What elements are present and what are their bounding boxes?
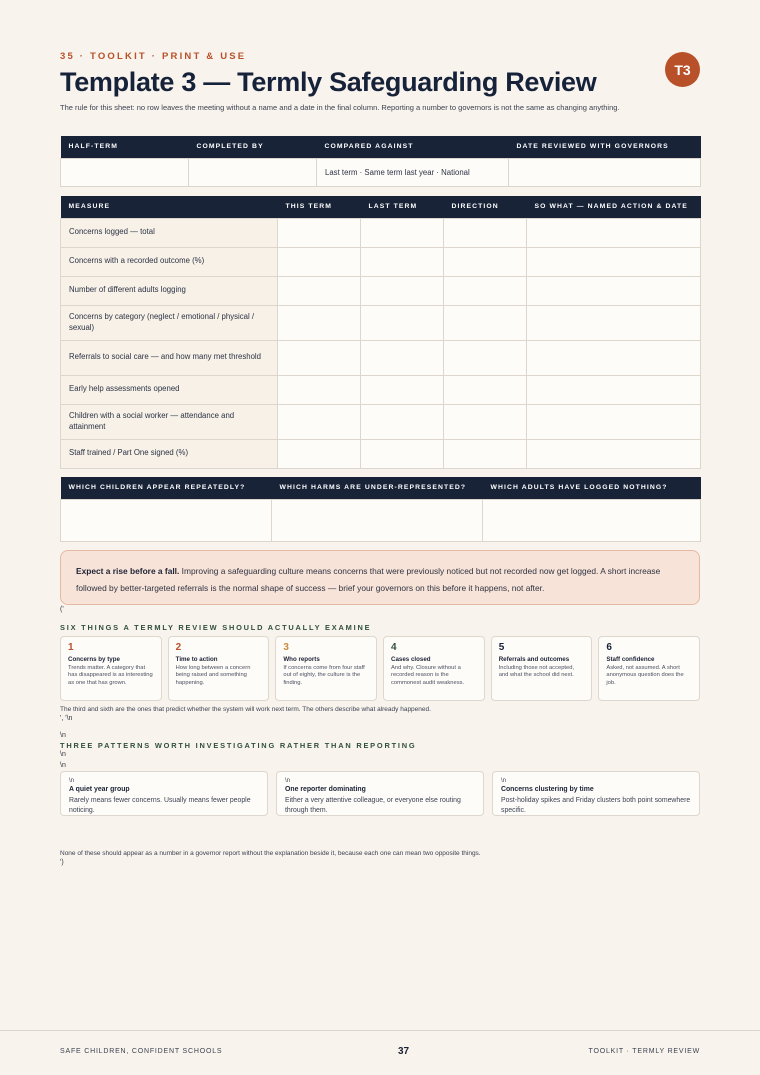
section-kicker: 35 · TOOLKIT · PRINT & USE [60, 51, 247, 62]
card-title: Time to action [175, 656, 218, 663]
card-title: Concerns clustering by time [501, 786, 594, 793]
measure-label: Concerns with a recorded outcome (%) [61, 247, 278, 276]
template-badge: T3 [665, 52, 700, 87]
card-number: 1 [68, 642, 74, 653]
card-body: Post-holiday spikes and Friday clusters both point somewhere specific. [501, 796, 691, 814]
table-row [61, 340, 701, 375]
adults-answer-field[interactable] [483, 499, 701, 541]
last-term-cell[interactable] [361, 340, 444, 375]
meta-header-compared-against: COMPARED AGAINST [317, 136, 509, 158]
this-term-cell[interactable] [278, 439, 361, 468]
list-item [598, 636, 700, 701]
meta-table [60, 136, 701, 187]
direction-cell[interactable] [444, 218, 527, 247]
card-title: Staff confidence [606, 656, 655, 663]
card-body: Asked, not assumed. A short anonymous question does the job. [606, 665, 684, 686]
list-item [276, 771, 484, 816]
questions-table [60, 477, 701, 542]
six-things-heading: SIX THINGS A TERMLY REVIEW SHOULD ACTUALLY EXAMINE [60, 623, 372, 632]
direction-cell[interactable] [444, 247, 527, 276]
direction-cell[interactable] [444, 340, 527, 375]
table-row [61, 404, 701, 439]
last-term-cell[interactable] [361, 218, 444, 247]
card-number: 4 [391, 642, 397, 653]
this-term-cell[interactable] [278, 247, 361, 276]
this-term-cell[interactable] [278, 305, 361, 340]
footer-left: SAFE CHILDREN, CONFIDENT SCHOOLS [60, 1048, 223, 1055]
stray-text: \n [60, 732, 66, 739]
half-term-field[interactable] [61, 158, 189, 186]
list-item [168, 636, 270, 701]
this-term-cell[interactable] [278, 340, 361, 375]
card-body: And why. Closure without a recorded reason is the commonest audit weakness. [391, 665, 465, 686]
this-term-cell[interactable] [278, 276, 361, 305]
card-body: How long between a concern being raised and something happening. [175, 665, 251, 686]
stray-text: ') [60, 859, 64, 866]
card-body: Either a very attentive colleague, or everyone else routing through them. [285, 796, 461, 814]
footer-right: TOOLKIT · TERMLY REVIEW [588, 1048, 700, 1055]
card-number: 5 [498, 642, 505, 653]
three-patterns-note: None of these should appear as a number in a governor report without the explanation beside it, because each one can mean two opposite things. [60, 850, 481, 857]
measures-header-direction: DIRECTION [444, 196, 527, 218]
callout-text: Improving a safeguarding culture means concerns that were previously noticed but not recorded now get logged. A short increase followed by better-targeted referrals is the normal shape of success — brief your governors on this before it happens, not after. [76, 566, 661, 593]
action-cell[interactable] [527, 404, 701, 439]
last-term-cell[interactable] [361, 404, 444, 439]
stray-text: \n [501, 778, 507, 784]
table-row [61, 439, 701, 468]
measure-label: Staff trained / Part One signed (%) [61, 439, 278, 468]
last-term-cell[interactable] [361, 305, 444, 340]
direction-cell[interactable] [444, 375, 527, 404]
meta-header-date-reviewed: DATE REVIEWED WITH GOVERNORS [509, 136, 701, 158]
action-cell[interactable] [527, 375, 701, 404]
question-header-children: WHICH CHILDREN APPEAR REPEATEDLY? [61, 477, 272, 499]
measures-header-last-term: LAST TERM [361, 196, 444, 218]
list-item [491, 636, 593, 701]
card-title: Who reports [283, 656, 320, 663]
measures-table [60, 196, 701, 469]
card-title: A quiet year group [69, 786, 130, 793]
last-term-cell[interactable] [361, 276, 444, 305]
last-term-cell[interactable] [361, 247, 444, 276]
six-things-note: The third and sixth are the ones that predict whether the system will work next term. The others describe what already happened. [60, 706, 431, 713]
three-patterns-cards [60, 771, 700, 816]
list-item [275, 636, 377, 701]
stray-text: \n [69, 778, 75, 784]
card-body: Including those not accepted, and what the school did next. [498, 665, 575, 679]
list-item [383, 636, 485, 701]
page-title: Template 3 — Termly Safeguarding Review [60, 67, 597, 97]
table-row [61, 218, 701, 247]
table-row [61, 305, 701, 340]
direction-cell[interactable] [444, 276, 527, 305]
this-term-cell[interactable] [278, 218, 361, 247]
six-things-cards [60, 636, 700, 701]
measure-label: Concerns logged — total [61, 218, 278, 247]
harms-answer-field[interactable] [272, 499, 483, 541]
direction-cell[interactable] [444, 404, 527, 439]
stray-text: (' [60, 606, 64, 613]
card-body: If concerns come from four staff out of eighty, the culture is the finding. [283, 665, 365, 686]
three-patterns-heading: THREE PATTERNS WORTH INVESTIGATING RATHER THAN REPORTING [60, 741, 417, 750]
callout-bold: Expect a rise before a fall. [76, 566, 180, 576]
stray-text: \n [285, 778, 291, 784]
stray-text: \n [60, 751, 66, 758]
this-term-cell[interactable] [278, 404, 361, 439]
page-number: 37 [398, 1046, 410, 1057]
stray-text: \n [60, 762, 66, 769]
measures-header-measure: MEASURE [61, 196, 278, 218]
measure-label: Early help assessments opened [61, 375, 278, 404]
card-number: 3 [283, 642, 289, 653]
measures-header-this-term: THIS TERM [278, 196, 361, 218]
direction-cell[interactable] [444, 305, 527, 340]
table-row [61, 276, 701, 305]
date-reviewed-field[interactable] [509, 158, 701, 186]
table-row [61, 247, 701, 276]
card-title: One reporter dominating [285, 786, 366, 793]
action-cell[interactable] [527, 247, 701, 276]
measure-label: Concerns by category (neglect / emotional / physical / sexual) [61, 305, 278, 340]
completed-by-field[interactable] [189, 158, 317, 186]
action-cell[interactable] [527, 439, 701, 468]
measure-label: Number of different adults logging [61, 276, 278, 305]
list-item [60, 771, 268, 816]
measure-label: Children with a social worker — attendance and attainment [61, 404, 278, 439]
children-answer-field[interactable] [61, 499, 272, 541]
meta-header-completed-by: COMPLETED BY [189, 136, 317, 158]
question-header-harms: WHICH HARMS ARE UNDER-REPRESENTED? [272, 477, 483, 499]
card-number: 6 [606, 642, 612, 653]
compared-against-field[interactable]: Last term · Same term last year · National [317, 158, 509, 186]
question-header-adults: WHICH ADULTS HAVE LOGGED NOTHING? [483, 477, 701, 499]
table-row [61, 375, 701, 404]
action-cell[interactable] [527, 305, 701, 340]
intro-text: The rule for this sheet: no row leaves the meeting without a name and a date in the final column. Reporting a number to governors is not the same as changing anything. [60, 103, 620, 112]
action-cell[interactable] [527, 218, 701, 247]
last-term-cell[interactable] [361, 375, 444, 404]
action-cell[interactable] [527, 276, 701, 305]
card-body: Rarely means fewer concerns. Usually means fewer people noticing. [69, 796, 251, 814]
direction-cell[interactable] [444, 439, 527, 468]
callout-box [60, 550, 700, 605]
card-body: Trends matter. A category that has disappeared is as interesting as one that has grown. [68, 665, 153, 686]
list-item [492, 771, 700, 816]
card-title: Concerns by type [68, 656, 120, 663]
measures-header-so-what: SO WHAT — NAMED ACTION & DATE [527, 196, 701, 218]
last-term-cell[interactable] [361, 439, 444, 468]
card-title: Cases closed [391, 656, 431, 663]
stray-text: ', '\n [60, 715, 73, 722]
footer-divider [0, 1030, 760, 1031]
action-cell[interactable] [527, 340, 701, 375]
measure-label: Referrals to social care — and how many met threshold [61, 340, 278, 375]
card-number: 2 [175, 642, 182, 653]
list-item [60, 636, 162, 701]
meta-header-half-term: HALF-TERM [61, 136, 189, 158]
this-term-cell[interactable] [278, 375, 361, 404]
card-title: Referrals and outcomes [498, 656, 570, 663]
